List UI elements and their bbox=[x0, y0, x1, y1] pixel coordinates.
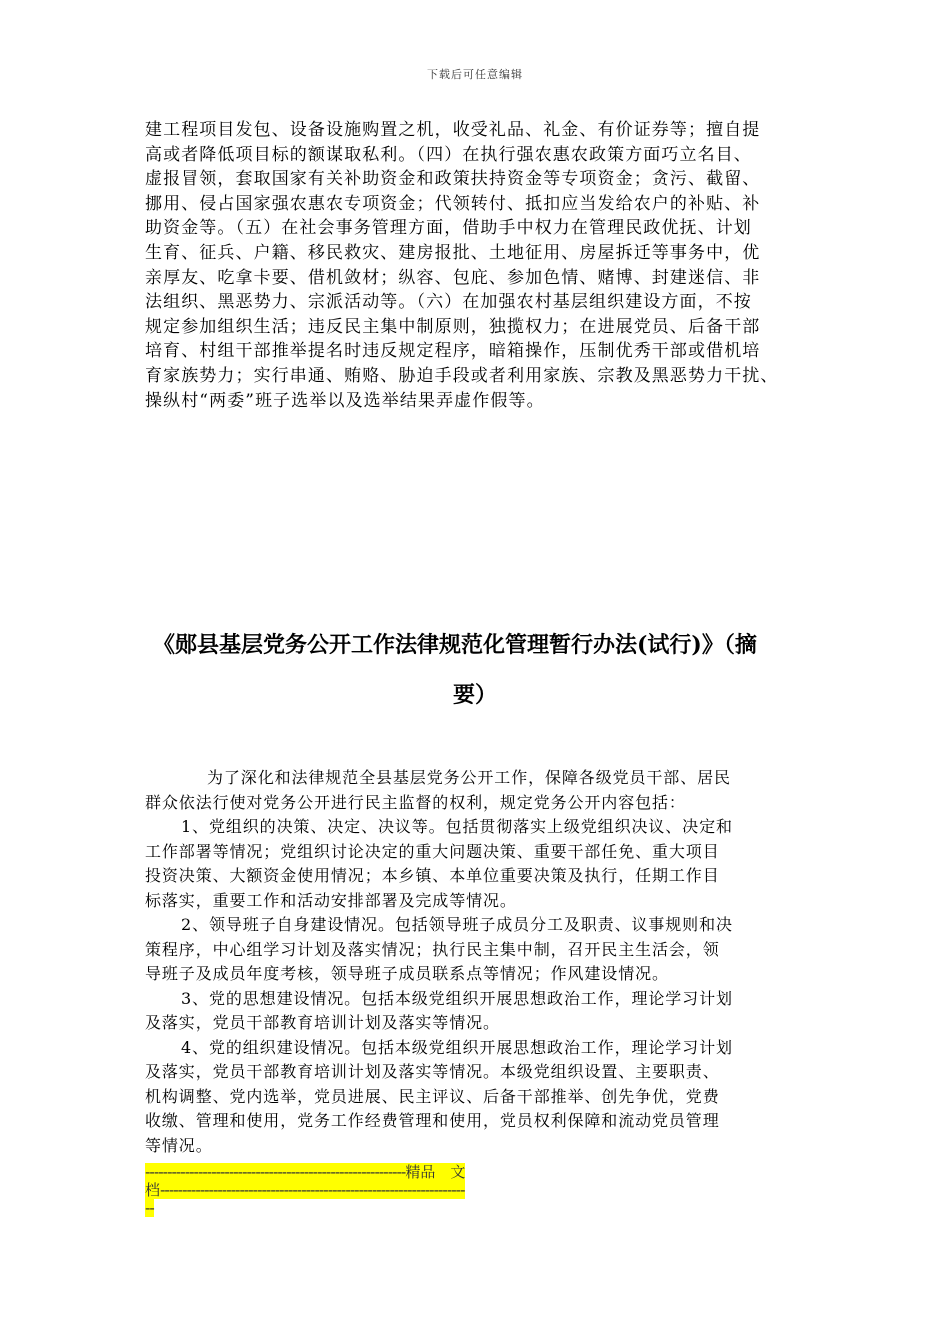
intro-line: 群众依法行使对党务公开进行民主监督的权利，规定党务公开内容包括： bbox=[145, 792, 686, 812]
text-line: 虚报冒领，套取国家有关补助资金和政策扶持资金等专项资金；贪污、截留、 bbox=[145, 169, 761, 190]
item-2-line: 导班子及成员年度考核，领导班子成员联系点等情况；作风建设情况。 bbox=[145, 964, 669, 983]
footer-row-1 bbox=[145, 1163, 807, 1181]
footer-dashes: --------------------------------------------------------------------- bbox=[160, 1181, 465, 1199]
item-4-line: 收缴、管理和使用，党务工作经费管理和使用，党员权利保障和流动党员管理 bbox=[145, 1111, 720, 1130]
text-line: 助资金等。（五）在社会事务管理方面，借助手中权力在管理民政优抚、计划 bbox=[145, 218, 752, 239]
item-4-line: 等情况。 bbox=[145, 1135, 213, 1155]
document-title bbox=[145, 620, 805, 720]
item-4-line: 4、党的组织建设情况。包括本级党组织开展思想政治工作，理论学习计划 bbox=[181, 1037, 733, 1057]
footer-dashes: ----------------------------------------------------------- bbox=[145, 1163, 406, 1181]
continuation-paragraph bbox=[145, 118, 810, 413]
text-line: 生育、征兵、户籍、移民救灾、建房报批、土地征用、房屋拆迁等事务中，优 bbox=[145, 242, 761, 263]
text-line: 亲厚友、吃拿卡要、借机敛材；纵容、包庇、参加色情、赌博、封建迷信、非 bbox=[145, 267, 761, 288]
footer-row-2 bbox=[145, 1181, 807, 1199]
item-1-line: 工作部署等情况；党组织讨论决定的重大问题决策、重要干部任免、重大项目 bbox=[145, 841, 720, 861]
text-line: 操纵村“两委”班子选举以及选举结果弄虚作假等。 bbox=[145, 390, 545, 411]
footer-dashes: -- bbox=[145, 1199, 154, 1217]
header-note: 下载后可任意编辑 bbox=[427, 68, 523, 81]
item-1-line: 投资决策、大额资金使用情况；本乡镇、本单位重要决策及执行，任期工作目 bbox=[145, 866, 720, 885]
footer-label: 档 bbox=[145, 1181, 161, 1199]
item-2-line: 2、领导班子自身建设情况。包括领导班子成员分工及职责、议事规则和决 bbox=[181, 915, 733, 934]
text-line: 高或者降低项目标的额谋取私利。（四）在执行强农惠农政策方面巧立名目、 bbox=[145, 144, 752, 165]
text-line: 挪用、侵占国家强农惠农专项资金；代领转付、抵扣应当发给农户的补贴、补 bbox=[145, 193, 761, 214]
footer-watermark bbox=[145, 1163, 807, 1217]
item-2-line: 策程序，中心组学习计划及落实情况；执行民主集中制，召开民主生活会，领 bbox=[145, 939, 720, 959]
footer-row-3 bbox=[145, 1199, 807, 1217]
item-1-line: 1、党组织的决策、决定、决议等。包括贯彻落实上级党组织决议、决定和 bbox=[181, 817, 733, 836]
text-line: 育家族势力；实行串通、贿赂、胁迫手段或者利用家族、宗教及黑恶势力干扰、 bbox=[145, 365, 779, 386]
footer-label: 精品 文 bbox=[405, 1163, 466, 1181]
text-line: 规定参加组织生活；违反民主集中制原则，独揽权力；在进展党员、后备干部 bbox=[145, 316, 761, 337]
text-line: 培育、村组干部推举提名时违反规定程序，暗箱操作，压制优秀干部或借机培 bbox=[145, 341, 761, 362]
title-line-1: 《郧县基层党务公开工作法律规范化管理暂行办法(试行)》（摘 bbox=[153, 632, 757, 658]
item-4-line: 及落实，党员干部教育培训计划及落实等情况。本级党组织设置、主要职责、 bbox=[145, 1062, 720, 1081]
text-line: 法组织、黑恶势力、宗派活动等。（六）在加强农村基层组织建设方面，不按 bbox=[145, 292, 752, 313]
document-body bbox=[145, 766, 810, 1158]
title-line-2: 要） bbox=[452, 682, 497, 708]
item-3-line: 3、党的思想建设情况。包括本级党组织开展思想政治工作，理论学习计划 bbox=[181, 988, 733, 1008]
item-1-line: 标落实，重要工作和活动安排部署及完成等情况。 bbox=[145, 890, 517, 910]
text-line: 建工程项目发包、设备设施购置之机，收受礼品、礼金、有价证券等；擅自提 bbox=[145, 120, 761, 140]
item-3-line: 及落实，党员干部教育培训计划及落实等情况。 bbox=[145, 1013, 500, 1032]
item-4-line: 机构调整、党内选举，党员进展、民主评议、后备干部推举、创先争优，党费 bbox=[145, 1086, 720, 1106]
intro-line: 为了深化和法律规范全县基层党务公开工作，保障各级党员干部、居民 bbox=[207, 768, 731, 787]
